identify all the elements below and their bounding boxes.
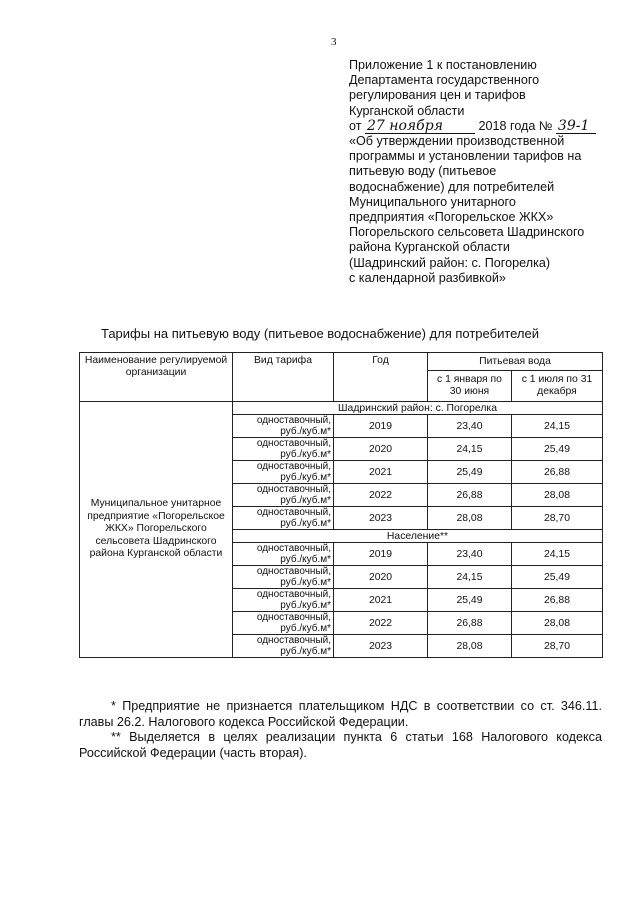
year-cell: 2022 — [334, 612, 428, 635]
price-period-2-cell: 26,88 — [512, 461, 603, 484]
price-period-1-cell: 28,08 — [428, 635, 512, 658]
price-period-2-cell: 25,49 — [512, 566, 603, 589]
header-org: Наименование регулируемой организации — [80, 353, 233, 402]
appendix-line: «Об утверждении производственной — [349, 134, 565, 149]
header-period-1: с 1 января по 30 июня — [428, 371, 512, 402]
year-cell: 2021 — [334, 589, 428, 612]
appendix-line: питьевую воду (питьевое — [349, 164, 497, 179]
tariff-type-cell: одноставочный, руб./куб.м* — [233, 461, 334, 484]
year-cell: 2020 — [334, 438, 428, 461]
tariff-type-cell: одноставочный, руб./куб.м* — [233, 438, 334, 461]
tariff-type-cell: одноставочный, руб./куб.м* — [233, 543, 334, 566]
page-number: 3 — [331, 36, 337, 48]
appendix-line: программы и установлении тарифов на — [349, 149, 582, 164]
handwritten-date: 27 ноября — [365, 120, 475, 134]
tariff-type-cell: одноставочный, руб./куб.м* — [233, 415, 334, 438]
appendix-line: Приложение 1 к постановлению — [349, 58, 537, 72]
price-period-1-cell: 24,15 — [428, 566, 512, 589]
header-year: Год — [334, 353, 428, 402]
tariff-type-cell: одноставочный, руб./куб.м* — [233, 589, 334, 612]
price-period-1-cell: 26,88 — [428, 612, 512, 635]
price-period-1-cell: 28,08 — [428, 507, 512, 530]
price-period-2-cell: 28,70 — [512, 635, 603, 658]
tariff-type-cell: одноставочный, руб./куб.м* — [233, 612, 334, 635]
year-cell: 2019 — [334, 543, 428, 566]
appendix-line: (Шадринский район: с. Погорелка) — [349, 255, 551, 270]
appendix-header — [349, 58, 609, 286]
handwritten-number: 39-1 — [556, 120, 596, 134]
footnote-2: ** Выделяется в целях реализации пункта 6 статьи 168 Налогового кодекса Российской Федерации (часть вторая). — [79, 730, 602, 760]
price-period-1-cell: 24,15 — [428, 438, 512, 461]
appendix-line: района Курганской области — [349, 240, 510, 255]
appendix-line: предприятия «Погорельское ЖКХ» — [349, 210, 554, 225]
year-cell: 2022 — [334, 484, 428, 507]
year-cell: 2021 — [334, 461, 428, 484]
header-water: Питьевая вода — [428, 353, 603, 371]
price-period-1-cell: 26,88 — [428, 484, 512, 507]
tariff-type-cell: одноставочный, руб./куб.м* — [233, 507, 334, 530]
appendix-line: водоснабжение) для потребителей — [349, 179, 555, 194]
tariff-type-cell: одноставочный, руб./куб.м* — [233, 635, 334, 658]
tariff-type-cell: одноставочный, руб./куб.м* — [233, 566, 334, 589]
price-period-2-cell: 25,49 — [512, 438, 603, 461]
price-period-1-cell: 23,40 — [428, 543, 512, 566]
year-cell: 2020 — [334, 566, 428, 589]
table-title: Тарифы на питьевую воду (питьевое водоснабжение) для потребителей — [100, 326, 540, 341]
price-period-2-cell: 24,15 — [512, 415, 603, 438]
appendix-line: регулирования цен и тарифов — [349, 88, 526, 103]
tariff-table — [79, 352, 603, 658]
price-period-1-cell: 25,49 — [428, 461, 512, 484]
section-label: Шадринский район: с. Погорелка — [233, 402, 603, 415]
appendix-date-line — [349, 119, 609, 134]
year-cell: 2019 — [334, 415, 428, 438]
year-cell: 2023 — [334, 507, 428, 530]
appendix-line: Погорельского сельсовета Шадринского — [349, 225, 585, 240]
from-label: от — [349, 118, 362, 133]
appendix-line: Курганской области — [349, 103, 465, 118]
price-period-1-cell: 23,40 — [428, 415, 512, 438]
price-period-2-cell: 24,15 — [512, 543, 603, 566]
price-period-2-cell: 28,70 — [512, 507, 603, 530]
header-tariff-type: Вид тарифа — [233, 353, 334, 402]
price-period-2-cell: 28,08 — [512, 612, 603, 635]
appendix-line: Департамента государственного — [349, 73, 540, 88]
price-period-2-cell: 26,88 — [512, 589, 603, 612]
footnotes — [79, 699, 602, 761]
org-name-cell: Муниципальное унитарное предприятие «Погорельское ЖКХ» Погорельского сельсовета Шадринского района Курганской области — [80, 402, 233, 658]
price-period-2-cell: 28,08 — [512, 484, 603, 507]
footnote-1: * Предприятие не признается плательщиком НДС в соответствии со ст. 346.11. главы 26.2. Налогового кодекса Российской Федерации. — [79, 699, 602, 729]
section-label: Население** — [233, 530, 603, 543]
appendix-line: Муниципального унитарного — [349, 194, 516, 209]
appendix-line: с календарной разбивкой» — [349, 270, 506, 285]
price-period-1-cell: 25,49 — [428, 589, 512, 612]
tariff-type-cell: одноставочный, руб./куб.м* — [233, 484, 334, 507]
header-period-2: с 1 июля по 31 декабря — [512, 371, 603, 402]
year-cell: 2023 — [334, 635, 428, 658]
year-text: 2018 года № — [478, 118, 553, 133]
